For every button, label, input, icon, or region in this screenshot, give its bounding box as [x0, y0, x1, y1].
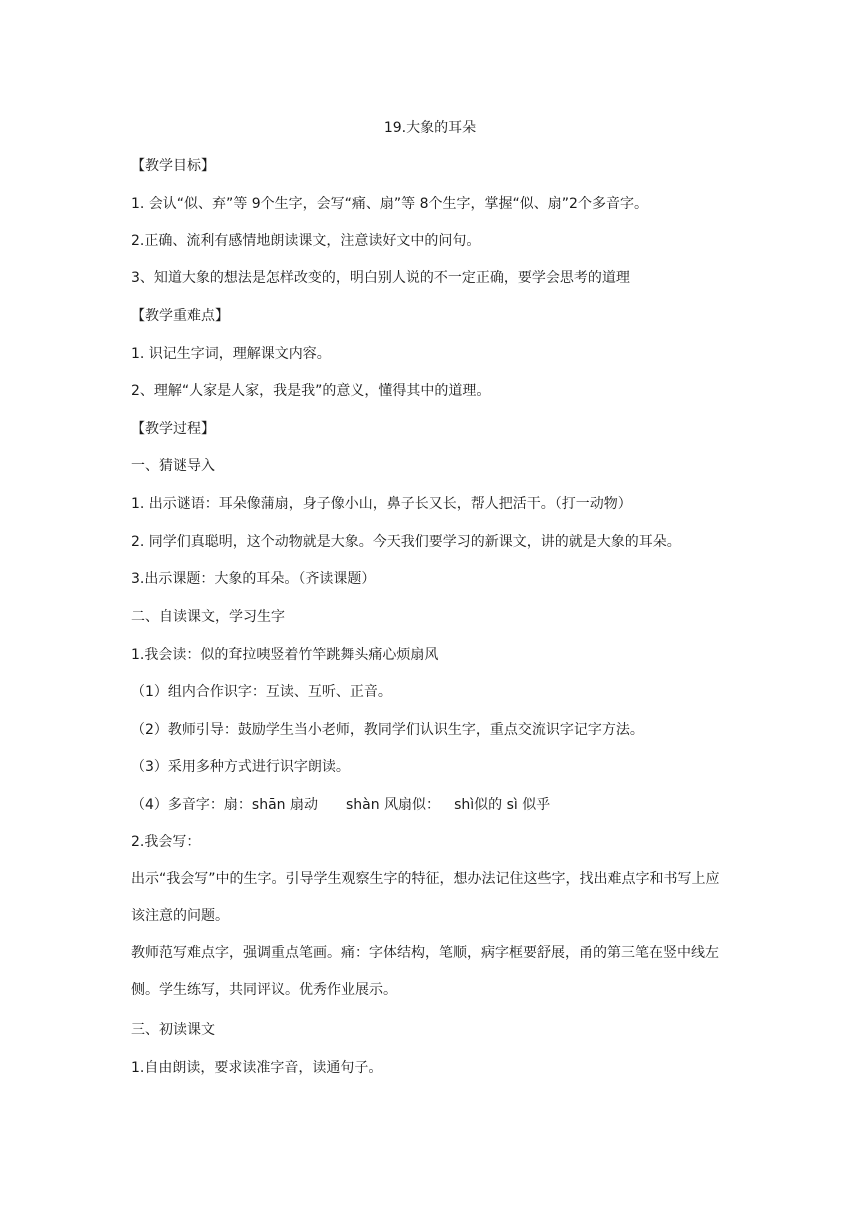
step-heading-riddle: 一、猜谜导入: [131, 458, 215, 474]
first-reading-item-1: 1.自由朗读，要求读准字音，读通句子。: [131, 1060, 383, 1076]
writing-heading: 2.我会写：: [131, 834, 201, 850]
document-title: 19.大象的耳朵: [383, 120, 477, 136]
reading-chars: 1.我会读：似的耷拉咦竖着竹竿跳舞头痛心烦扇风: [131, 647, 439, 663]
riddle-item-3: 3.出示课题：大象的耳朵。（齐读课题）: [131, 571, 376, 587]
objective-1: 1. 会认“似、弃”等 9个生字，会写“痛、扇”等 8个生字，掌握“似、扇”2个多音字。: [131, 196, 648, 212]
reading-sub-3: （3）采用多种方式进行识字朗读。: [131, 759, 350, 775]
section-heading-key-points: 【教学重难点】: [131, 308, 229, 324]
polyphone-part-3: shì似的 sì 似乎: [454, 797, 551, 813]
polyphone-part-1: （4）多音字：扇：shān 扇动: [131, 797, 318, 813]
objective-2: 2.正确、流利有感情地朗读课文，注意读好文中的问句。: [131, 233, 481, 249]
step-heading-first-reading: 三、初读课文: [131, 1022, 215, 1038]
polyphone-part-2: shàn 风扇似：: [345, 797, 441, 813]
section-heading-process: 【教学过程】: [131, 421, 215, 437]
polyphone-line: [131, 795, 550, 815]
step-heading-self-reading: 二、自读课文，学习生字: [131, 609, 285, 625]
key-point-1: 1. 识记生字词，理解课文内容。: [131, 346, 331, 362]
section-heading-objectives: 【教学目标】: [131, 158, 215, 174]
key-point-2: 2、理解“人家是人家，我是我”的意义，懂得其中的道理。: [131, 383, 491, 399]
writing-paragraph-2: 教师范写难点字，强调重点笔画。痛：字体结构，笔顺，病字框要舒展，甬的第三笔在竖中线左侧。学生练写，共同评议。优秀作业展示。: [131, 945, 719, 998]
writing-paragraph-1: 出示“我会写”中的生字。引导学生观察生字的特征，想办法记住这些字，找出难点字和书写上应该注意的问题。: [131, 871, 720, 924]
reading-sub-1: （1）组内合作识字：互读、互听、正音。: [131, 684, 392, 700]
reading-sub-2: （2）教师引导：鼓励学生当小老师，教同学们认识生字，重点交流识字记字方法。: [131, 722, 644, 738]
objective-3: 3、知道大象的想法是怎样改变的，明白别人说的不一定正确，要学会思考的道理: [131, 270, 630, 286]
riddle-item-2: 2. 同学们真聪明，这个动物就是大象。今天我们要学习的新课文，讲的就是大象的耳朵。: [131, 534, 681, 550]
riddle-item-1: 1. 出示谜语：耳朵像蒲扇，身子像小山，鼻子长又长，帮人把活干。（打一动物）: [131, 496, 632, 512]
